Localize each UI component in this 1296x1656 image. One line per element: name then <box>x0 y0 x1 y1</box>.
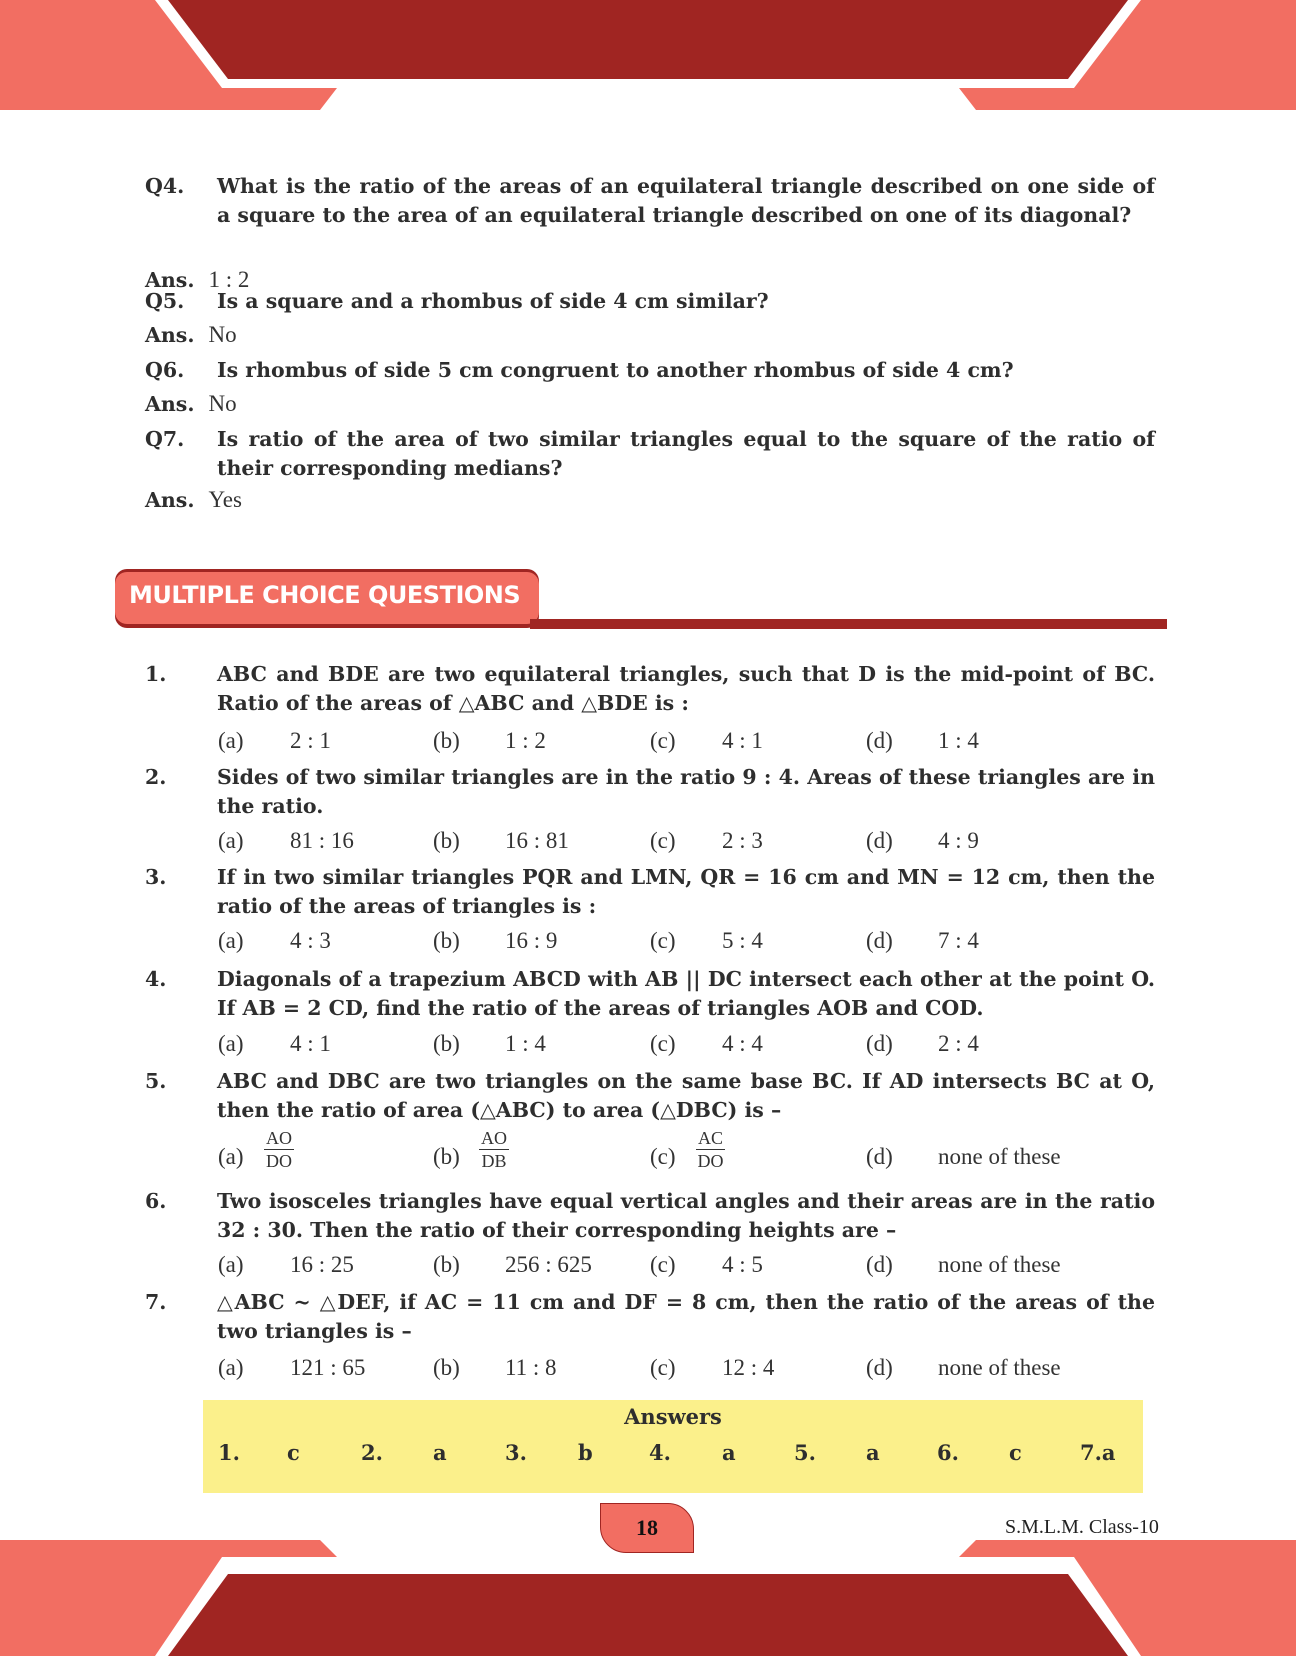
option-value: 4 : 1 <box>722 728 763 753</box>
option-label: (d) <box>866 1252 893 1277</box>
question-number: 6. <box>145 1189 167 1213</box>
answer-key-item: a <box>866 1440 880 1465</box>
question-text: Is a square and a rhombus of side 4 cm similar? <box>217 289 769 313</box>
option-value: 1 : 4 <box>938 728 979 753</box>
option-label: (b) <box>433 1144 460 1169</box>
answer-key-item: b <box>578 1440 593 1465</box>
option-label: (d) <box>866 1355 893 1380</box>
answers-box <box>203 1400 1143 1493</box>
answer-key-item: 3. <box>505 1440 527 1465</box>
section-header <box>115 572 539 624</box>
option-value: 4 : 1 <box>290 1031 331 1056</box>
question-text: Two isosceles triangles have equal vertical angles and their areas are in the ratio 32 : 30. Then the ratio of their corresponding heights are – <box>217 1189 1155 1242</box>
answer-value: No <box>208 391 237 416</box>
section-divider <box>530 619 1167 629</box>
answer-key-item: 2. <box>361 1440 383 1465</box>
option-value: 11 : 8 <box>505 1355 557 1380</box>
question-text: Diagonals of a trapezium ABCD with AB || DC intersect each other at the point O. If AB = 2 CD, find the ratio of the areas of triangles AOB and COD. <box>217 967 1155 1020</box>
option-label: (a) <box>218 1252 244 1277</box>
footer-decoration <box>0 1540 1296 1656</box>
answer <box>145 486 242 514</box>
option-label: (d) <box>866 828 893 853</box>
fraction-numerator: AO <box>481 1128 507 1148</box>
option-value: none of these <box>938 1144 1061 1169</box>
option-value: 4 : 5 <box>722 1252 763 1277</box>
answer-key-item: 4. <box>649 1440 671 1465</box>
option-value: 256 : 625 <box>505 1252 592 1277</box>
option-fraction <box>696 1127 725 1172</box>
answer-key-item: 1. <box>218 1440 240 1465</box>
option-value: 7 : 4 <box>938 928 979 953</box>
answer-value: No <box>208 322 237 347</box>
option-value: 2 : 1 <box>290 728 331 753</box>
fraction-denominator: DO <box>697 1151 724 1171</box>
option-label: (c) <box>650 728 676 753</box>
option-label: (c) <box>650 1031 676 1056</box>
answer-key-item: 6. <box>937 1440 959 1465</box>
answer-key-item: 5. <box>794 1440 816 1465</box>
option-label: (c) <box>650 828 676 853</box>
answer-label: Ans. <box>145 488 195 512</box>
option-label: (b) <box>433 1031 460 1056</box>
option-label: (d) <box>866 1031 893 1056</box>
fraction-numerator: AC <box>698 1128 724 1148</box>
option-label: (a) <box>218 828 244 853</box>
option-value: 2 : 4 <box>938 1031 979 1056</box>
option-label: (a) <box>218 1031 244 1056</box>
option-label: (a) <box>218 1144 244 1169</box>
question-number: Q6. <box>145 358 185 382</box>
option-value: 16 : 9 <box>505 928 558 953</box>
page-number: 18 <box>600 1503 694 1553</box>
option-value: 4 : 9 <box>938 828 979 853</box>
option-label: (b) <box>433 728 460 753</box>
fraction-denominator: DB <box>481 1151 507 1171</box>
answers-title: Answers <box>624 1404 722 1429</box>
option-value: 4 : 4 <box>722 1031 763 1056</box>
option-value: 5 : 4 <box>722 928 763 953</box>
option-fraction <box>264 1127 294 1172</box>
question-number: 2. <box>145 765 167 789</box>
option-label: (a) <box>218 1355 244 1380</box>
question-text: What is the ratio of the areas of an equilateral triangle described on one side of a square to the area of an equilateral triangle described on one of its diagonal? <box>217 174 1155 227</box>
book-title: S.M.L.M. Class-10 <box>1005 1516 1159 1538</box>
question-text: If in two similar triangles PQR and LMN, QR = 16 cm and MN = 12 cm, then the ratio of the areas of triangles is : <box>217 865 1155 918</box>
option-value: 1 : 4 <box>505 1031 546 1056</box>
option-label: (b) <box>433 828 460 853</box>
option-value: 12 : 4 <box>722 1355 775 1380</box>
option-value: 16 : 25 <box>290 1252 354 1277</box>
option-label: (d) <box>866 928 893 953</box>
question-text: ABC and BDE are two equilateral triangles, such that D is the mid-point of BC. Ratio of the areas of △ABC and △BDE is : <box>217 662 1155 715</box>
option-value: 2 : 3 <box>722 828 763 853</box>
question-number: 5. <box>145 1069 167 1093</box>
question-number: Q7. <box>145 427 185 451</box>
question-text: ABC and DBC are two triangles on the same base BC. If AD intersects BC at O, then the ratio of area (△ABC) to area (△DBC) is – <box>217 1069 1155 1122</box>
question-number: Q5. <box>145 289 185 313</box>
option-label: (c) <box>650 1144 676 1169</box>
fraction-denominator: DO <box>266 1151 292 1171</box>
option-fraction <box>479 1127 509 1172</box>
option-label: (b) <box>433 928 460 953</box>
answer <box>145 390 237 418</box>
option-value: 121 : 65 <box>290 1355 366 1380</box>
option-label: (d) <box>866 728 893 753</box>
answer-label: Ans. <box>145 323 195 347</box>
answer-key-item: c <box>1009 1440 1022 1465</box>
question-number: Q4. <box>145 174 185 198</box>
answer-key-item: a <box>722 1440 736 1465</box>
option-value: none of these <box>938 1355 1061 1380</box>
question-number: 4. <box>145 967 167 991</box>
answer-label: Ans. <box>145 392 195 416</box>
question-text: △ABC ~ △DEF, if AC = 11 cm and DF = 8 cm, then the ratio of the areas of the two triangles is – <box>217 1290 1155 1343</box>
answer-value: Yes <box>208 487 242 512</box>
answer <box>145 321 237 349</box>
option-label: (a) <box>218 728 244 753</box>
answer-key-item: c <box>287 1440 300 1465</box>
option-label: (d) <box>866 1144 893 1169</box>
option-label: (c) <box>650 1355 676 1380</box>
option-value: 4 : 3 <box>290 928 331 953</box>
option-value: none of these <box>938 1252 1061 1277</box>
option-value: 16 : 81 <box>505 828 569 853</box>
option-label: (c) <box>650 1252 676 1277</box>
fraction-numerator: AO <box>266 1128 292 1148</box>
answer-key-item: 7.a <box>1080 1440 1116 1465</box>
question-text: Sides of two similar triangles are in the ratio 9 : 4. Areas of these triangles are in the ratio. <box>217 765 1155 818</box>
question-number: 3. <box>145 865 167 889</box>
option-label: (b) <box>433 1252 460 1277</box>
option-label: (b) <box>433 1355 460 1380</box>
question-number: 7. <box>145 1290 167 1314</box>
question-text: Is ratio of the area of two similar triangles equal to the square of the ratio of their corresponding medians? <box>217 427 1155 480</box>
header-decoration <box>0 0 1296 110</box>
answer-value: 1 : 2 <box>208 267 250 292</box>
option-label: (a) <box>218 928 244 953</box>
option-label: (c) <box>650 928 676 953</box>
question-text: Is rhombus of side 5 cm congruent to another rhombus of side 4 cm? <box>217 358 1014 382</box>
answer-label: Ans. <box>145 268 195 292</box>
answer-key-item: a <box>433 1440 447 1465</box>
question-number: 1. <box>145 662 167 686</box>
option-value: 1 : 2 <box>505 728 546 753</box>
section-title: MULTIPLE CHOICE QUESTIONS <box>129 581 521 609</box>
option-value: 81 : 16 <box>290 828 354 853</box>
